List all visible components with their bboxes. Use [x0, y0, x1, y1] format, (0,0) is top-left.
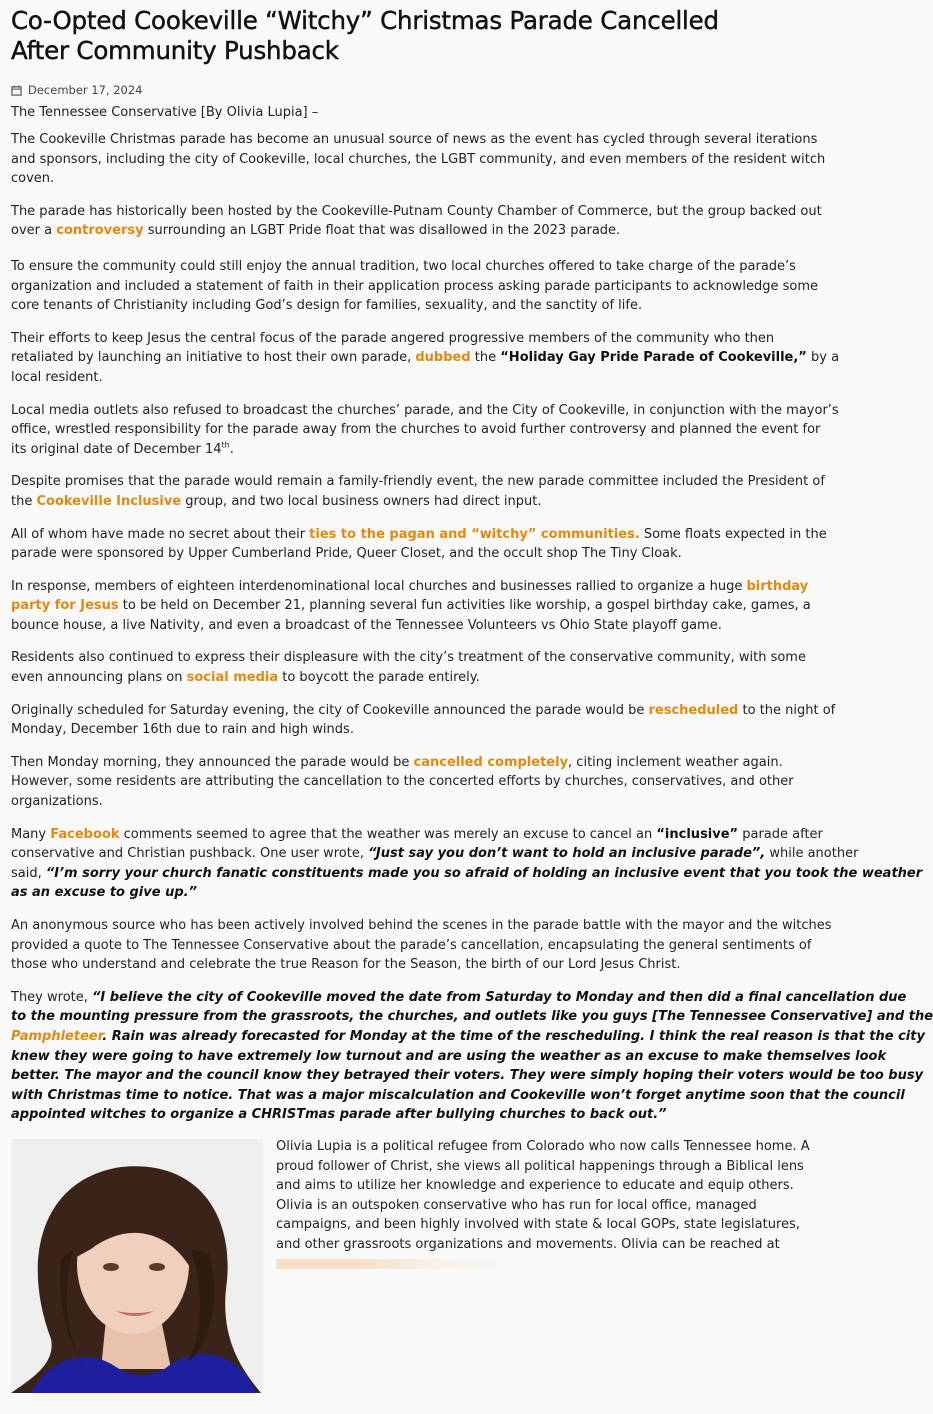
link-birthday-party[interactable]: birthday [746, 578, 809, 594]
byline: The Tennessee Conservative [By Olivia Lupia] – [11, 105, 319, 120]
paragraph: In response, members of eighteen interdenominational local churches and businesses rallied to organize a huge birthday party for Jesus to be held on December 21, planning several fun activities like worship, a gospel birthday cake, games, a bounce house, a live Nativity, and even a broadcast of the Tennessee Volunteers vs Ohio State playoff game. [11, 578, 811, 633]
link-social-media[interactable]: social media [186, 670, 279, 686]
paragraph: Local media outlets also refused to broadcast the churches’ parade, and the City of Cookeville, in conjunction with the mayor’s office, wrestled responsibility for the parade away from the churches to avoid further controversy and planned the event for its original date of December 14th. [11, 402, 839, 457]
paragraph: Residents also continued to express their displeasure with the city’s treatment of the conservative community, with some even announcing plans on social media to boycott the parade entirely. [11, 650, 806, 686]
author-bio-text: Olivia Lupia is a political refugee from Colorado who now calls Tennessee home. A proud follower of Christ, she views all political happenings through a Biblical lens and aims to utilize her knowledge and experience to educate and equip others. Olivia is an outspoken conservative who has run for local office, managed campaigns, and been highly involved with state & local GOPs, state legislatures, and other grassroots organizations and movements. Olivia can be reached at [276, 1137, 764, 1269]
paragraph: Many Facebook comments seemed to agree that the weather was merely an excuse to cancel an “inclusive” parade after conservative and Christian pushback. One user wrote, “Just say you don’t want to hold an inclusive parade”, while another said, “I’m sorry your church fanatic constituents made you so afraid of holding an inclusive event that you took the weather as an excuse to give up.” [11, 826, 923, 901]
link-rescheduled[interactable]: rescheduled [648, 702, 739, 718]
link-controversy[interactable]: controversy [56, 223, 144, 239]
paragraph: Then Monday morning, they announced the parade would be cancelled completely, citing inclement weather again. However, some residents are attributing the cancellation to the concerted efforts by churches, conservatives, and other organizations. [11, 754, 794, 810]
article [11, 6, 933, 1138]
paragraph: All of whom have made no secret about their ties to the pagan and “witchy” communities. Some floats expected in the parade were sponsored by Upper Cumberland Pride, Queer Closet, and the occult shop The Tiny Cloak. [11, 526, 827, 562]
article-title [11, 6, 821, 66]
paragraph: The parade has historically been hosted by the Cookeville-Putnam County Chamber of Commerce, but the group backed out over a controversy surrounding an LGBT Pride float that was disallowed in the 2023 parade. [11, 203, 822, 239]
truncated-email-link[interactable] [276, 1259, 536, 1269]
paragraph: An anonymous source who has been actively involved behind the scenes in the parade battle with the mayor and the witches provided a quote to The Tennessee Conservative about the parade’s cancellation, encapsulating the general sentiments of those who understand and celebrate the true Reason for the Season, the birth of our Lord Jesus Christ. [11, 918, 832, 973]
post-meta [11, 81, 821, 99]
link-birthday-party[interactable]: party for Jesus [11, 598, 119, 614]
author-photo [11, 1139, 263, 1393]
title-line: Co-Opted Cookeville “Witchy” Christmas Parade Cancelled [11, 6, 719, 35]
link-ties-pagan[interactable]: ties to the pagan and “witchy” communities. [309, 526, 640, 542]
paragraph: Originally scheduled for Saturday evening, the city of Cookeville announced the parade would be rescheduled to the night of Monday, December 16th due to rain and high winds. [11, 702, 836, 738]
paragraph: The Cookeville Christmas parade has become an unusual source of news as the event has cycled through several iterations and sponsors, including the city of Cookeville, local churches, the LGBT community, and even members of the resident witch coven. [11, 132, 826, 187]
paragraph: To ensure the community could still enjoy the annual tradition, two local churches offered to take charge of the parade’s organization and included a statement of faith in their application process asking parade participants to acknowledge some core tenants of Christianity including God’s design for families, sexuality, and the sanctity of life. [11, 258, 819, 314]
paragraph: Their efforts to keep Jesus the central focus of the parade angered progressive members of the community who then retaliated by launching an initiative to host their own parade, dubbed the “Holiday Gay Pride Parade of Cookeville,” by a local resident. [11, 330, 840, 385]
author-portrait-image [11, 1139, 263, 1393]
link-cookeville-inclusive[interactable]: Cookeville Inclusive [36, 493, 182, 509]
paragraph: Despite promises that the parade would remain a family-friendly event, the new parade committee included the President of the Cookeville Inclusive group, and two local business owners had direct input. [11, 474, 825, 509]
calendar-icon [11, 85, 22, 96]
link-dubbed[interactable]: dubbed [415, 350, 471, 366]
link-cancelled-completely[interactable]: cancelled completely [413, 754, 569, 770]
post-date: December 17, 2024 [28, 83, 143, 97]
link-facebook[interactable]: Facebook [50, 826, 120, 842]
title-line: After Community Pushback [11, 36, 339, 65]
link-pamphleteer[interactable]: Pamphleteer [11, 1028, 103, 1044]
paragraph: They wrote, “I believe the city of Cookeville moved the date from Saturday to Monday and then did a final cancellation due to the mounting pressure from the grassroots, the churches, and outlets like you guys [The Tennessee Conservative] and the Pamphleteer. Rain was already forecasted for Monday at the time of the rescheduling. I think the real reason is that the city knew they were going to have extremely low turnout and are using the weather as an excuse to make themselves look better. The mayor and the council know they betrayed their voters. They were simply hoping their voters would be too busy with Christmas time to notice. That was a major miscalculation and Cookeville won’t forget anytime soon that the council appointed witches to organize a CHRISTmas parade after bullying churches to back out.” [11, 989, 933, 1123]
